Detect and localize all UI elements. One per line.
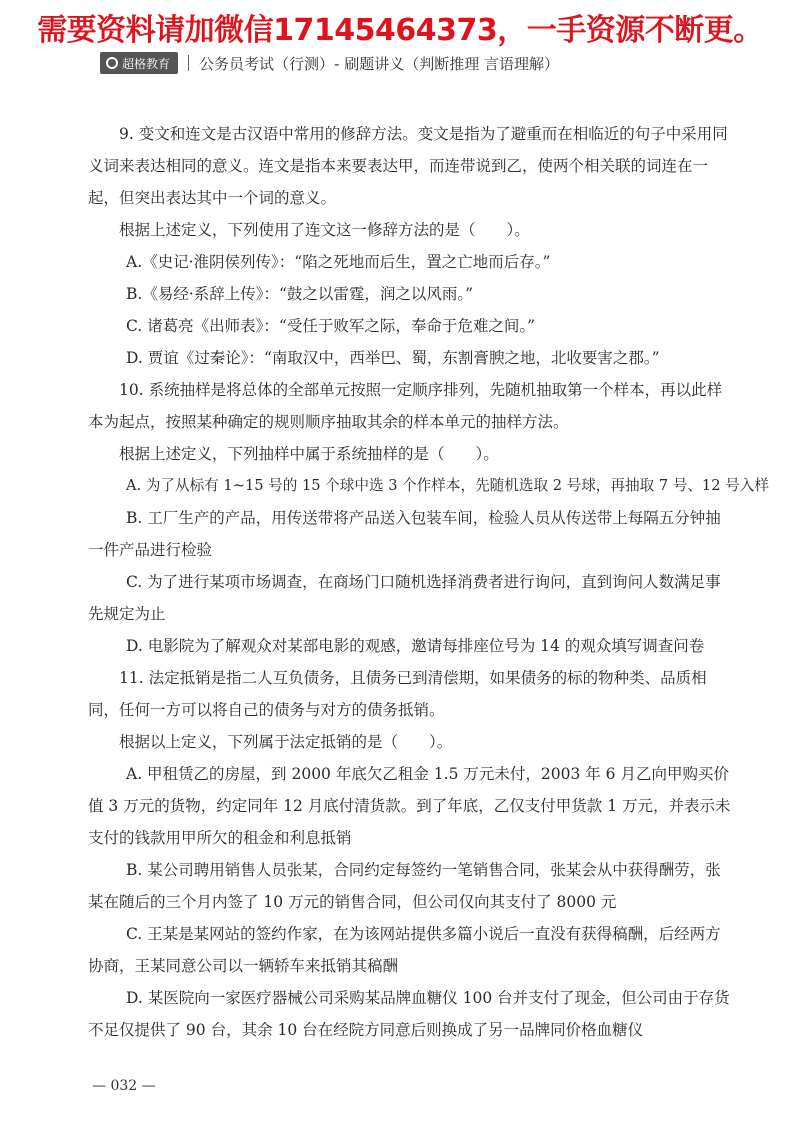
question-10-option-d: D. 电影院为了解观众对某部电影的观感，邀请每排座位号为 14 的观众填写调查问卷 xyxy=(126,637,705,655)
question-9-option-d: D. 贾谊《过秦论》：“南取汉中，西举巴、蜀，东割膏腴之地，北收要害之郡。” xyxy=(126,349,660,367)
header-divider xyxy=(188,55,189,71)
question-10-option-a: A. 为了从标有 1~15 号的 15 个球中选 3 个作样本，先随机选取 2 号球，再抽取 7 号、12 号入样 xyxy=(126,477,769,494)
question-9-option-b: B.《易经·系辞上传》：“鼓之以雷霆，润之以风雨。” xyxy=(126,285,474,303)
question-9-option-a: A.《史记·淮阴侯列传》：“陷之死地而后生，置之亡地而后存。” xyxy=(126,253,551,271)
question-9-prompt: 根据上述定义，下列使用了连文这一修辞方法的是（ ）。 xyxy=(119,221,530,239)
question-list xyxy=(88,118,769,1046)
question-11-option-d: D. 某医院向一家医疗器械公司采购某品牌血糖仪 100 台并支付了现金，但公司由于存货不足仅提供了 90 台，其余 10 台在经院方同意后则换成了另一品牌同价格血糖仪 xyxy=(88,989,730,1039)
header-title: 公务员考试（行测）- 刷题讲义（判断推理 言语理解） xyxy=(199,54,559,73)
question-11-option-a: A. 甲租赁乙的房屋，到 2000 年底欠乙租金 1.5 万元未付，2003 年 6 月乙向甲购买价值 3 万元的货物，约定同年 12 月底付清货款。到了年底，乙仅支付甲货款 1 万元，并表示未支付的钱款用甲所欠的租金和利息抵销 xyxy=(88,765,731,847)
logo-text: 超格教育 xyxy=(122,56,171,71)
question-10-option-b: B. 工厂生产的产品，用传送带将产品送入包装车间，检验人员从传送带上每隔五分钟抽一件产品进行检验 xyxy=(88,509,721,559)
page-number: — 032 — xyxy=(92,1078,156,1094)
question-11-stem: 11. 法定抵销是指二人互负债务，且债务已到清偿期，如果债务的标的物种类、品质相同，任何一方可以将自己的债务与对方的债务抵销。 xyxy=(88,669,707,719)
promo-banner: 需要资料请加微信17145464373，一手资源不断更。 xyxy=(37,13,763,48)
question-10-prompt: 根据上述定义，下列抽样中属于系统抽样的是（ ）。 xyxy=(119,445,499,463)
question-9-stem: 9. 变文和连文是古汉语中常用的修辞方法。变文是指为了避重而在相临近的句子中采用同义词来表达相同的意义。连文是指本来要表达甲，而连带说到乙，使两个相关联的词连在一起，但突出表达其中一个词的意义。 xyxy=(88,125,728,207)
question-11-option-b: B. 某公司聘用销售人员张某，合同约定每签约一笔销售合同，张某会从中获得酬劳，张某在随后的三个月内签了 10 万元的销售合同，但公司仅向其支付了 8000 元 xyxy=(88,861,721,911)
publisher-logo xyxy=(100,52,178,74)
question-10-option-c: C. 为了进行某项市场调查，在商场门口随机选择消费者进行询问，直到询问人数满足事先规定为止 xyxy=(88,573,721,623)
logo-icon xyxy=(106,57,118,69)
question-11-prompt: 根据以上定义，下列属于法定抵销的是（ ）。 xyxy=(119,733,453,751)
question-9-option-c: C. 诸葛亮《出师表》：“受任于败军之际，奉命于危难之间。” xyxy=(126,317,536,335)
question-11-option-c: C. 王某是某网站的签约作家，在为该网站提供多篇小说后一直没有获得稿酬，后经两方协商，王某同意公司以一辆轿车来抵销其稿酬 xyxy=(88,925,721,975)
question-10-stem: 10. 系统抽样是将总体的全部单元按照一定顺序排列，先随机抽取第一个样本，再以此样本为起点，按照某种确定的规则顺序抽取其余的样本单元的抽样方法。 xyxy=(88,381,723,431)
page-header xyxy=(100,52,559,74)
